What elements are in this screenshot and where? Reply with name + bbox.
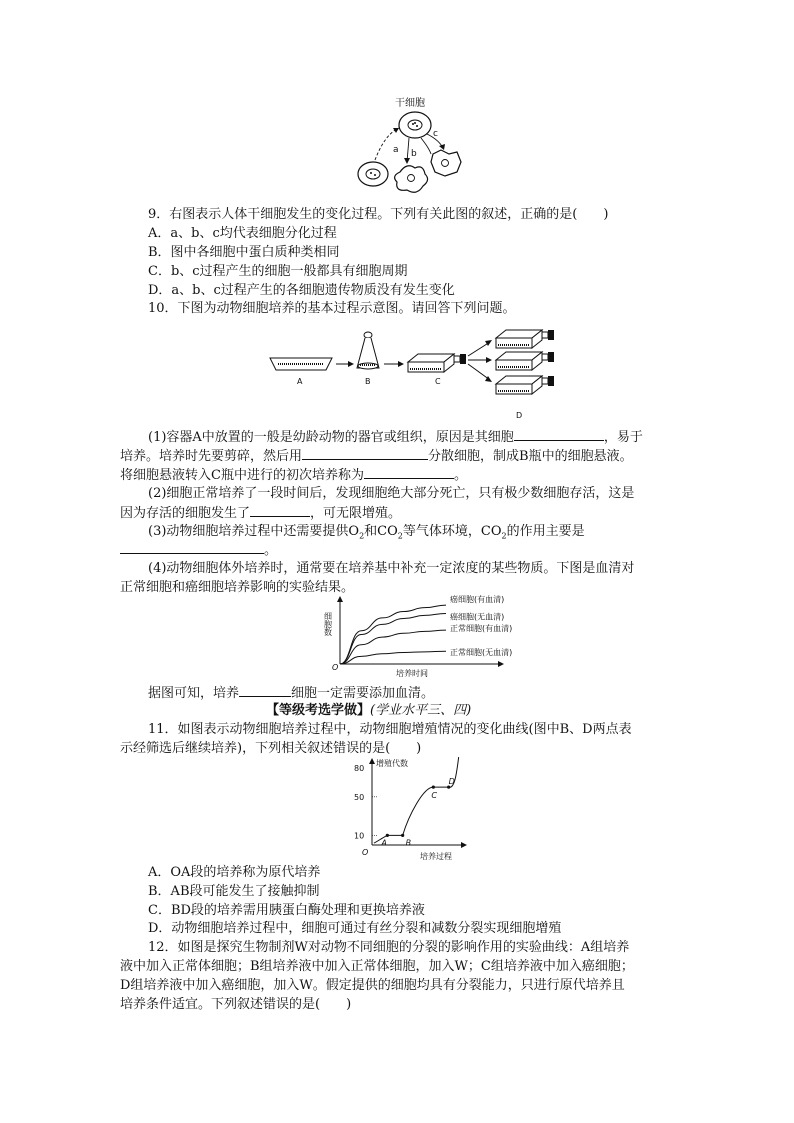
q10-p3-line2 [120, 541, 277, 559]
series-label-2: 癌细胞(无血清) [450, 612, 505, 622]
q12-line2: 液中加入正常体细胞；B组培养液中加入正常体细胞，加入W；C组培养液中加入癌细胞； [120, 959, 634, 974]
q10-p3-text-a: (3)动物细胞培养过程中还需要提供O [148, 524, 360, 539]
series-line-4 [340, 651, 446, 664]
q11-option-a: A．OA段的培养称为原代培养 [148, 865, 321, 880]
q10-p1-line1 [148, 428, 643, 446]
cell-culture-figure [268, 318, 568, 424]
y-tick-label-10: 10 [354, 831, 365, 841]
q10-p2-text-b: 因为存活的细胞发生了 [120, 506, 251, 521]
chart2-ylabel: 增殖代数 [376, 759, 408, 768]
q9-option-c: C．b、c过程产生的细胞一般都具有细胞周期 [148, 264, 408, 279]
chart1-ylabel: 细胞数 [323, 612, 333, 636]
q10-stem: 10．下图为动物细胞培养的基本过程示意图。请回答下列问题。 [148, 301, 516, 316]
q10-p5-text-a: 据图可知，培养 [148, 686, 240, 701]
q11-option-d: D．动物细胞培养过程中，细胞可通过有丝分裂和减数分裂实现细胞增殖 [148, 921, 562, 936]
q10-p1-line2 [120, 447, 633, 465]
q10-p4-line2: 正常细胞和癌细胞培养影响的实验结果。 [120, 580, 355, 595]
stem-cell-figure [345, 92, 475, 202]
q10-p2-line1: (2)细胞正常培养了一段时间后，发现细胞绝大部分死亡，只有极少数细胞存活，这是 [148, 486, 635, 501]
point-label-D: D [448, 777, 455, 787]
series-label-3: 正常细胞(有血清) [450, 624, 513, 634]
label-b: b [411, 149, 417, 159]
q11-option-c: C．BD段的培养需用胰蛋白酶处理和更换培养液 [148, 903, 425, 918]
q10-p1-text-c: 培养。培养时先要剪碎，然后用 [120, 449, 303, 464]
q11-stem-line2: 示经筛选后继续培养)，下列相关叙述错误的是( ) [120, 741, 422, 756]
q9-option-d: D．a、b、c过程产生的各细胞遗传物质没有发生变化 [148, 283, 455, 298]
y-tick-label-50: 50 [354, 792, 365, 802]
q10-p3-line1: (3)动物细胞培养过程中还需要提供$O_2$和$CO_2$等气体环境，$CO_2$的作用主要是 [148, 524, 585, 541]
fig-label-d: D [516, 411, 523, 420]
q10-p3-text-d: 的作用主要是 [506, 524, 585, 539]
q9-option-b: B．图中各细胞中蛋白质种类相同 [148, 245, 340, 260]
q10-p1-text-d: 分散细胞，制成B瓶中的细胞悬液。 [428, 449, 633, 464]
point-label-C: C [431, 791, 437, 801]
q11-stem-line1: 11．如图表示动物细胞培养过程中，动物细胞增殖情况的变化曲线(图中B、D两点表 [148, 722, 632, 737]
series-label-4: 正常细胞(无血清) [450, 648, 513, 658]
q10-p1-text-a: (1)容器A中放置的一般是幼龄动物的器官或组织，原因是其细胞 [148, 430, 514, 445]
point-label-A: A [381, 838, 387, 848]
label-c: c [433, 129, 438, 139]
answer-blank-1[interactable] [514, 428, 604, 441]
answer-blank-4[interactable] [250, 504, 310, 517]
proliferation-chart [350, 755, 470, 863]
q10-p2-line2 [120, 504, 401, 522]
section-title: 【等级考选学做】 [266, 703, 371, 718]
q11-option-b: B．AB段可能发生了接触抑制 [148, 884, 320, 899]
answer-blank-6[interactable] [239, 684, 291, 697]
section-heading [266, 702, 471, 719]
section-note: (学业水平三、四) [370, 703, 472, 718]
serum-chart [323, 594, 513, 678]
q9-option-a: A．a、b、c均代表细胞分化过程 [148, 226, 337, 241]
point-label-B: B [405, 838, 412, 848]
q12-line4: 培养条件适宜。下列叙述错误的是( ) [120, 997, 352, 1012]
answer-blank-3[interactable] [364, 466, 454, 479]
q10-p1-text-e: 将细胞悬液转入C瓶中进行的初次培养称为 [120, 468, 364, 483]
series-line-1 [340, 605, 446, 664]
point-C [432, 786, 435, 789]
q10-p4-line1: (4)动物细胞体外培养时，通常要在培养基中补充一定浓度的某些物质。下图是血清对 [148, 561, 635, 576]
q10-p1-text-b: ，易于 [603, 430, 643, 445]
series-label-1: 癌细胞(有血清) [450, 595, 505, 605]
series-line-2 [340, 613, 446, 664]
q10-p1-line3 [120, 466, 467, 484]
y-tick-label-80: 80 [354, 763, 365, 773]
answer-blank-2[interactable] [302, 447, 428, 460]
fig-label-b: B [365, 377, 371, 386]
proliferation-curve [374, 757, 459, 843]
q10-p5 [148, 684, 434, 702]
q10-p3-text-e: 。 [264, 543, 278, 558]
chart2-xlabel: 培养过程 [420, 852, 452, 861]
label-a: a [393, 145, 399, 155]
chart1-xlabel: 培养时间 [396, 669, 428, 678]
chart1-origin: O [332, 663, 339, 672]
q10-p2-text-c: ，可无限增殖。 [310, 506, 402, 521]
q9-stem: 9．右图表示人体干细胞发生的变化过程。下列有关此图的叙述，正确的是( ) [148, 207, 609, 222]
fig-label-a: A [297, 377, 303, 386]
q10-p3-text-b: 和CO [364, 524, 398, 539]
answer-blank-5[interactable] [120, 541, 264, 554]
q10-p3-text-c: 等气体环境，CO [402, 524, 502, 539]
q10-p1-text-f: 。 [453, 468, 467, 483]
chart2-origin: O [362, 848, 369, 857]
point-A [386, 834, 389, 837]
stem-cell-title: 干细胞 [395, 98, 425, 109]
point-B [401, 834, 404, 837]
q12-line3: D组培养液中加入癌细胞，加入W。假定提供的细胞均具有分裂能力，只进行原代培养且 [120, 978, 625, 993]
q12-line1: 12．如图是探究生物制剂W对动物不同细胞的分裂的影响作用的实验曲线：A组培养 [148, 940, 630, 955]
fig-label-c: C [435, 377, 441, 386]
q10-p5-text-b: 细胞一定需要添加血清。 [291, 686, 435, 701]
